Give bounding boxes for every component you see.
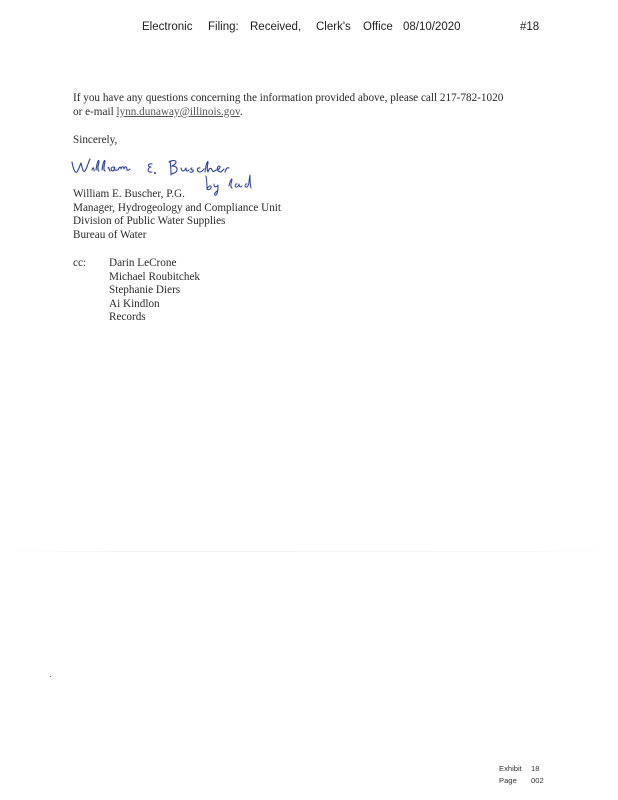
contact-paragraph: [73, 92, 573, 119]
page-number: 002: [531, 776, 544, 785]
scan-artifact-line: [0, 551, 618, 552]
signer-division: Division of Public Water Supplies: [73, 215, 226, 228]
exhibit-label: Exhibit: [499, 764, 522, 773]
stamp-word: Office: [363, 21, 393, 33]
stamp-word: Electronic: [142, 21, 193, 33]
paragraph-text: .: [239, 105, 243, 118]
exhibit-footer: [499, 763, 544, 787]
stamp-word: Clerk's: [316, 21, 351, 33]
paragraph-text: or e-mail: [73, 105, 117, 118]
page-label: Page: [499, 776, 517, 785]
cc-recipient-list: [109, 257, 200, 325]
cc-recipient: Stephanie Diers: [109, 284, 181, 297]
stamp-word: Filing:: [208, 21, 239, 33]
filing-stamp-header: [0, 21, 618, 37]
email-link[interactable]: lynn.dunaway@illinois.gov: [116, 105, 240, 118]
scan-artifact-dot: [50, 676, 51, 677]
closing-text: Sincerely,: [73, 134, 118, 146]
stamp-date: 08/10/2020: [403, 21, 461, 33]
paragraph-line: [73, 106, 573, 120]
signer-bureau: Bureau of Water: [73, 228, 147, 241]
cc-label: cc:: [73, 257, 87, 269]
cc-recipient: Michael Roubitchek: [109, 270, 201, 283]
signer-title: Manager, Hydrogeology and Compliance Unit: [73, 201, 282, 214]
signer-name: William E. Buscher, P.G.: [73, 188, 185, 200]
page-row: [499, 775, 544, 787]
cc-recipient: Darin LeCrone: [109, 257, 177, 269]
stamp-word: Received,: [250, 21, 302, 33]
exhibit-number: 18: [531, 764, 540, 773]
paragraph-line: If you have any questions concerning the information provided above, please call 217-782-1020: [73, 92, 504, 104]
cc-recipient: Records: [109, 311, 146, 324]
cc-recipient: Ai Kindlon: [109, 297, 160, 310]
stamp-document-number: #18: [520, 21, 540, 33]
exhibit-row: [499, 763, 544, 775]
signer-block: [73, 188, 281, 242]
